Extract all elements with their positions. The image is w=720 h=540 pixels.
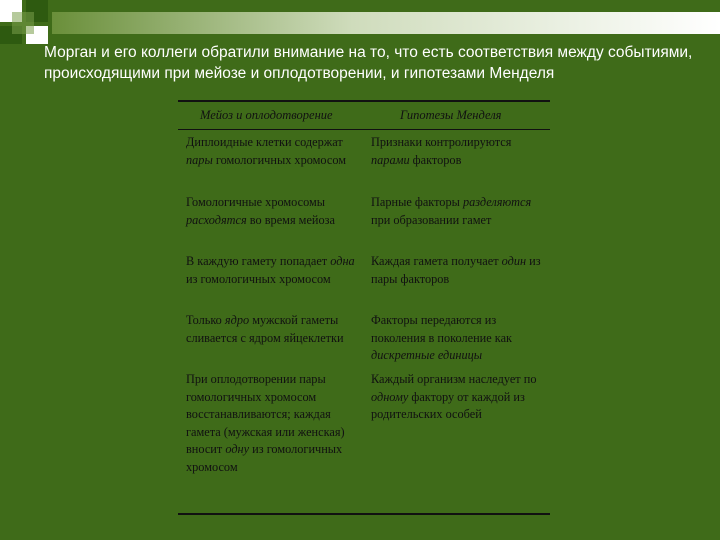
table-cell-left — [186, 371, 366, 476]
cell-text: Признаки контролируются — [371, 135, 512, 149]
emphasis-text: одному — [371, 389, 409, 404]
emphasis-text: одну — [225, 442, 250, 456]
cell-text: Диплоидные клетки содержат — [186, 135, 343, 149]
table-cell-right — [371, 194, 549, 229]
cell-text: Только — [186, 313, 225, 327]
table-rule-bottom — [178, 513, 550, 515]
table-cell-right — [371, 371, 549, 424]
cell-text: При оплодотворении пары гомологичных хромосом восстанавливаются; каждая гамета (мужская или женская) вносит — [186, 372, 345, 456]
table-cell-right — [371, 312, 549, 365]
cell-text: Каждый организм наследует по — [371, 372, 537, 386]
cell-text: Каждая гамета получает — [371, 254, 502, 268]
cell-text: Парные факторы — [371, 195, 463, 209]
cell-text: во время мейоза — [246, 212, 335, 227]
cell-text: Гомологичные хромосомы — [186, 195, 326, 209]
table-cell-left — [186, 194, 366, 229]
cell-text: из гомологичных хромосом — [186, 271, 331, 286]
emphasis-text: расходятся — [186, 212, 247, 227]
comparison-table — [178, 100, 550, 516]
cell-text: факторов — [409, 152, 462, 167]
emphasis-text: парами — [371, 152, 410, 167]
emphasis-text: разделяются — [462, 195, 532, 209]
column-header-mendel: Гипотезы Менделя — [400, 108, 502, 122]
cell-text: мужской гаметы сливается с ядром яйцеклетки — [186, 313, 344, 345]
table-rule-header — [178, 129, 550, 130]
table-cell-left — [186, 312, 366, 347]
emphasis-text: ядро — [224, 313, 250, 327]
cell-text: гомологичных хромосом — [212, 152, 347, 167]
table-cell-left — [186, 253, 366, 288]
cell-text: при образовании гамет — [371, 212, 492, 227]
emphasis-text: одна — [330, 254, 355, 268]
gradient-bar — [52, 12, 720, 34]
emphasis-text: пары — [186, 152, 213, 167]
cell-text: из пары факторов — [371, 254, 541, 286]
table-cell-left — [186, 134, 366, 169]
cell-text: В каждую гамету попадает — [186, 254, 331, 268]
table-cell-right — [371, 253, 549, 288]
table-rule-top — [178, 100, 550, 102]
emphasis-text: один — [501, 254, 527, 268]
cell-text: Факторы передаются из поколения в поколение как — [371, 313, 513, 345]
cell-text: из гомологичных хромосом — [186, 442, 343, 474]
deco-square — [12, 12, 34, 34]
emphasis-text: дискретные единицы — [371, 348, 483, 362]
column-header-meiosis: Мейоз и оплодотворение — [200, 108, 333, 122]
table-cell-right — [371, 134, 549, 169]
title-decoration — [0, 0, 720, 44]
slide-title: Морган и его коллеги обратили внимание на то, что есть соответствия между событиями, происходящими при мейозе и оплодотворении, и гипотезами Менделя — [44, 44, 693, 82]
cell-text: фактору от каждой из родительских особей — [371, 389, 525, 421]
